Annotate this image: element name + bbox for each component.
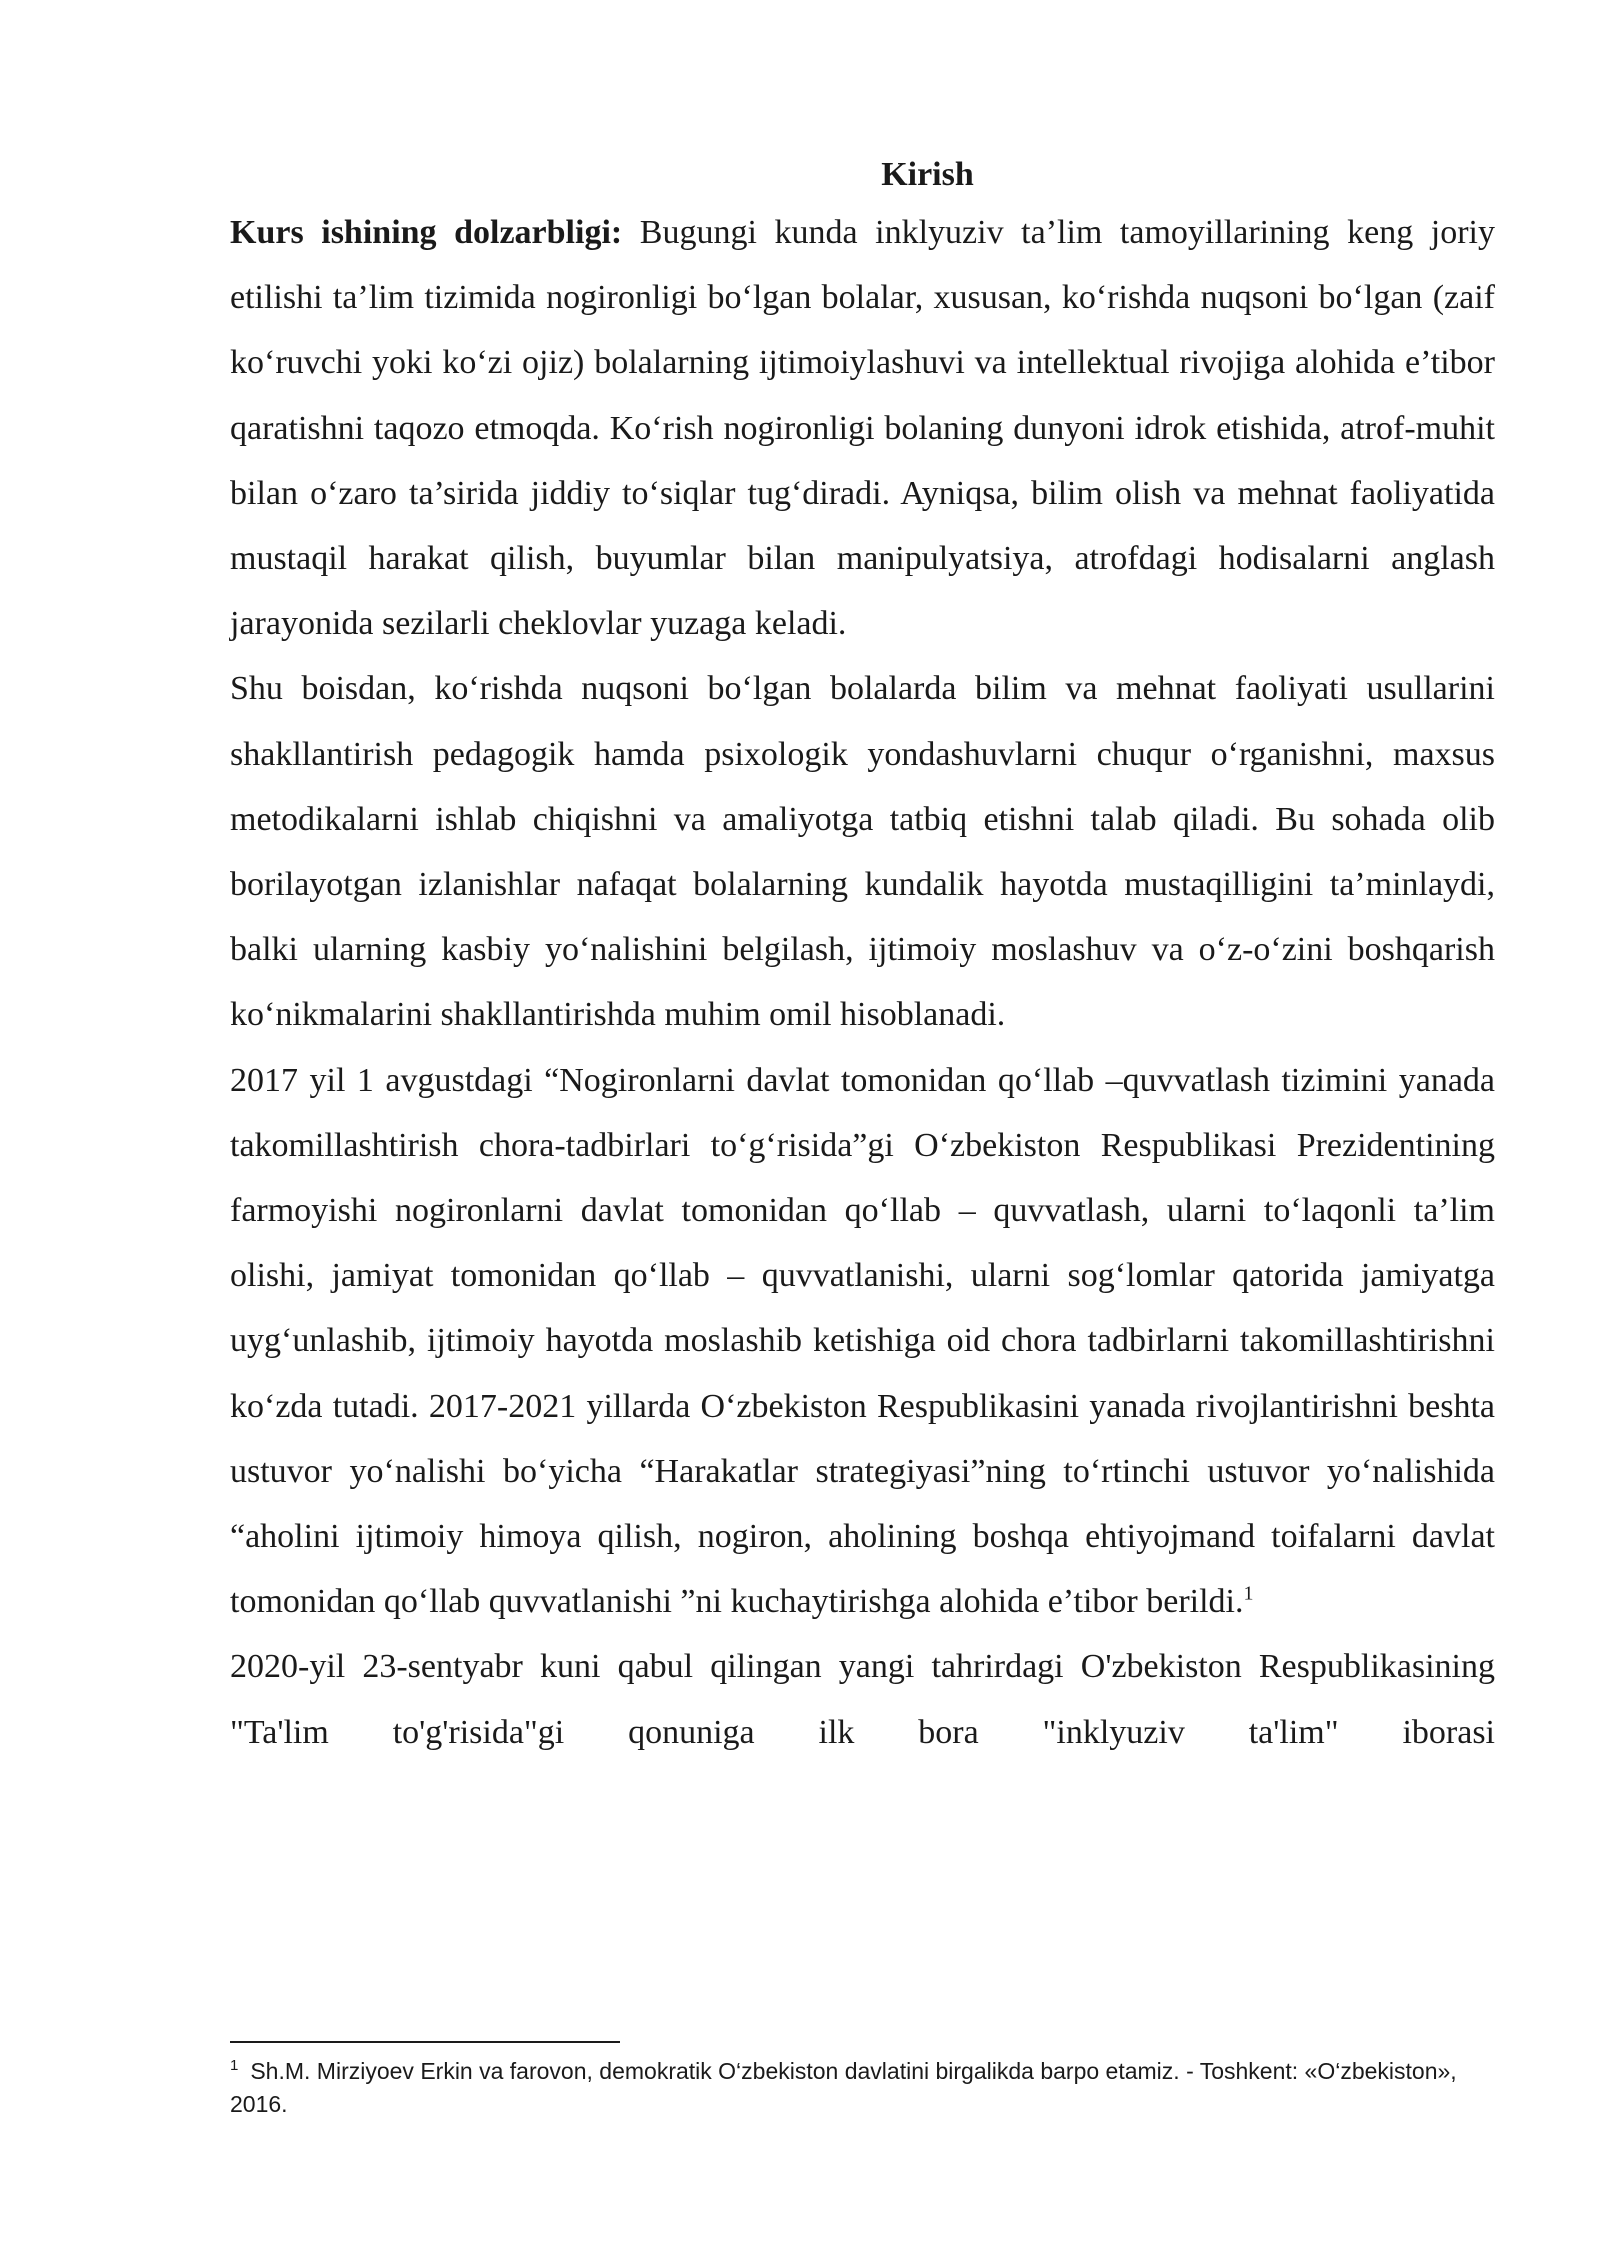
- footnote-reference[interactable]: 1: [1243, 1582, 1254, 1605]
- page-body: [230, 150, 1495, 1765]
- intro-paragraph: [230, 200, 1495, 656]
- paragraph-2: Shu boisdan, ko‘rishda nuqsoni bo‘lgan bolalarda bilim va mehnat faoliyati usullarini shakllantirish pedagogik hamda psixologik yondashuvlarni chuqur o‘rganishni, maxsus metodikalarni ishlab chiqishni va amaliyotga tatbiq etishni talab qiladi. Bu sohada olib borilayotgan izlanishlar nafaqat bolalarning kundalik hayotda mustaqilligini ta’minlaydi, balki ularning kasbiy yo‘nalishini belgilash, ijtimoiy moslashuv va o‘z-o‘zini boshqarish ko‘nikmalarini shakllantirishda muhim omil hisoblanadi.: [230, 670, 1495, 1034]
- footnote-text: Sh.M. Mirziyoev Erkin va farovon, demokratik O‘zbekiston davlatini birgalikda barpo etamiz. - Toshkent: «O‘zbekiston», 2016.: [230, 2058, 1457, 2117]
- footnote-number: 1: [230, 2057, 239, 2075]
- intro-lead: Kurs ishining dolzarbligi:: [230, 214, 623, 251]
- footnote: [230, 2055, 1495, 2121]
- footnote-separator: [230, 2041, 620, 2043]
- paragraph-4: 2020-yil 23-sentyabr kuni qabul qilingan yangi tahrirdagi O'zbekiston Respublikasining "Ta'lim to'g'risida"gi qonuniga ilk bora "inklyuziv ta'lim" iborasi: [230, 1648, 1495, 1751]
- intro-text: Bugungi kunda inklyuziv ta’lim tamoyillarining keng joriy etilishi ta’lim tizimida nogironligi bo‘lgan bolalar, xususan, ko‘rishda nuqsoni bo‘lgan (zaif ko‘ruvchi yoki ko‘zi ojiz) bolalarning ijtimoiylashuvi va intellektual rivojiga alohida e’tibor qaratishni taqozo etmoqda. Ko‘rish nogironligi bolaning dunyoni idrok etishida, atrof-muhit bilan o‘zaro ta’sirida jiddiy to‘siqlar tug‘diradi. Ayniqsa, bilim olish va mehnat faoliyatida mustaqil harakat qilish, buyumlar bilan manipulyatsiya, atrofdagi hodisalarni anglash jarayonida sezilarli cheklovlar yuzaga keladi.: [230, 214, 1495, 643]
- section-title: Kirish: [881, 156, 974, 193]
- paragraph-3: [230, 1048, 1495, 1635]
- paragraph-3-text: 2017 yil 1 avgustdagi “Nogironlarni davlat tomonidan qo‘llab –quvvatlash tizimini yanada takomillashtirish chora-tadbirlari to‘g‘risida”gi O‘zbekiston Respublikasi Prezidentining farmoyishi nogironlarni davlat tomonidan qo‘llab – quvvatlash, ularni to‘laqonli ta’lim olishi, jamiyat tomonidan qo‘llab – quvvatlanishi, ularni sog‘lomlar qatorida jamiyatga uyg‘unlashib, ijtimoiy hayotda moslashib ketishiga oid chora tadbirlarni takomillashtirishni ko‘zda tutadi. 2017-2021 yillarda O‘zbekiston Respublikasini yanada rivojlantirishni beshta ustuvor yo‘nalishi bo‘yicha “Harakatlar strategiyasi”ning to‘rtinchi ustuvor yo‘nalishida “aholini ijtimoiy himoya qilish, nogiron, aholining boshqa ehtiyojmand toifalarni davlat tomonidan qo‘llab quvvatlanishi ”ni kuchaytirishga alohida e’tibor berildi.: [230, 1061, 1495, 1621]
